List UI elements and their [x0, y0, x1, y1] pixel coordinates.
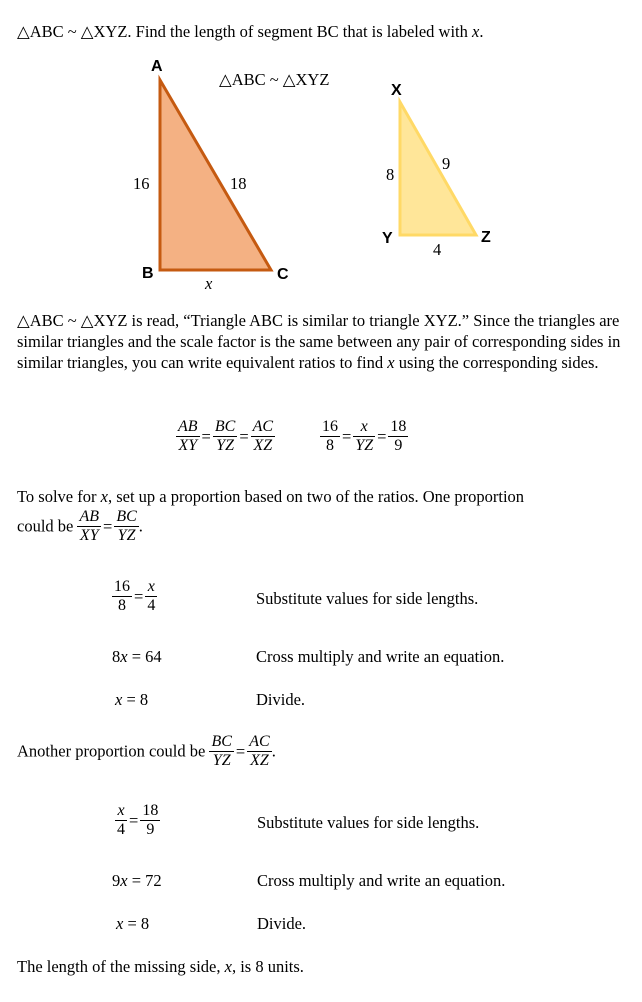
solve-intro-line2: [17, 508, 143, 545]
numerator: AB: [79, 508, 100, 525]
fraction-ab-xy: [77, 508, 101, 545]
denominator: XY: [178, 437, 198, 454]
fraction-18-9: [140, 802, 160, 839]
fraction-ac-xz: [251, 418, 275, 455]
denominator: YZ: [355, 437, 374, 454]
fraction-ab-xy: [176, 418, 200, 455]
side-xy-label: 8: [386, 165, 395, 184]
right-hand-side: = 72: [127, 871, 162, 890]
coefficient: 9: [112, 871, 121, 890]
triangle-xyz: [400, 102, 476, 235]
numerator: BC: [214, 418, 236, 435]
solution1-step3-label: Divide.: [256, 690, 306, 709]
fraction-bc-yz: [213, 418, 237, 455]
numerator: 16: [322, 418, 338, 435]
denominator: 4: [117, 821, 125, 838]
fraction-18-9: [388, 418, 408, 455]
denominator: 9: [394, 437, 403, 454]
equals-sign: =: [129, 810, 139, 830]
solution1-step1-equation: [112, 578, 157, 615]
numerator: BC: [211, 733, 232, 750]
similarity-label: △ABC ~ △XYZ: [219, 70, 330, 89]
solution2-step1-label: Substitute values for side lengths.: [257, 813, 480, 832]
vertex-x-label: X: [391, 82, 402, 99]
vertex-y-label: Y: [382, 230, 393, 247]
denominator: 8: [326, 437, 334, 454]
could-be-text: could be: [17, 516, 74, 536]
equals-sign: =: [103, 516, 113, 536]
equals-sign: =: [342, 426, 352, 446]
solution1-step3-equation: [115, 690, 148, 710]
side-xz-label: 9: [442, 154, 451, 173]
numerator: AC: [249, 733, 270, 750]
right-hand-side: = 8: [122, 690, 149, 709]
side-yz-label: 4: [433, 240, 442, 259]
equals-sign: =: [201, 426, 211, 446]
another-proportion-line: [17, 733, 276, 770]
denominator: 8: [118, 597, 126, 614]
denominator: XY: [79, 527, 99, 544]
problem-statement: [17, 22, 483, 42]
side-bc-label: x: [205, 274, 213, 293]
solution2-step2-label: Cross multiply and write an equation.: [257, 871, 506, 890]
solution1-step2-label: Cross multiply and write an equation.: [256, 647, 505, 666]
denominator: 9: [146, 821, 155, 838]
numerator: x: [145, 578, 157, 597]
variable-x: x: [116, 914, 124, 933]
numerator: AC: [252, 418, 274, 435]
fraction-16-8: [320, 418, 340, 455]
variable-x: x: [472, 22, 480, 41]
variable-x: x: [100, 487, 108, 506]
fraction-16-8: [112, 578, 132, 615]
solve-text: To solve for: [17, 487, 101, 506]
solution2-step3-equation: [116, 914, 149, 934]
fraction-x-4: [115, 802, 127, 839]
numerator: 16: [114, 578, 130, 595]
vertex-c-label: C: [277, 266, 289, 283]
denominator: XZ: [250, 752, 269, 769]
numeric-ratios: [320, 418, 408, 455]
fraction-bc-yz: [114, 508, 138, 545]
symbolic-ratios: [176, 418, 275, 455]
numerator: x: [115, 802, 127, 821]
period: .: [271, 741, 276, 761]
numerator: 18: [390, 418, 407, 435]
vertex-z-label: Z: [481, 229, 491, 246]
vertex-b-label: B: [142, 265, 154, 282]
variable-x: x: [115, 690, 123, 709]
equals-sign: =: [377, 426, 387, 446]
conclusion-text-end: , is 8 units.: [231, 957, 304, 976]
denominator: YZ: [212, 752, 231, 769]
equals-sign: =: [134, 586, 144, 606]
fraction-bc-yz: [209, 733, 233, 770]
solution2-step3-label: Divide.: [257, 914, 307, 933]
denominator: YZ: [216, 437, 234, 454]
solution2-step2-equation: [112, 871, 162, 891]
side-ab-label: 16: [133, 174, 150, 193]
similar-triangles-figure: [0, 55, 642, 295]
triangle-abc: [160, 80, 271, 270]
problem-period: .: [479, 22, 484, 41]
equals-sign: =: [235, 741, 246, 761]
variable-x: x: [120, 647, 128, 666]
fraction-x-yz: [353, 418, 375, 455]
numerator: x: [353, 418, 375, 437]
problem-text: △ABC ~ △XYZ. Find the length of segment BC that is labeled with: [17, 22, 473, 41]
right-hand-side: = 8: [123, 914, 150, 933]
solution1-step1-label: Substitute values for side lengths.: [256, 589, 479, 608]
period: .: [138, 516, 143, 536]
explanation-paragraph: [17, 310, 629, 373]
explanation-text-end: using the corresponding sides.: [394, 353, 599, 372]
solve-text-end: , set up a proportion based on two of the ratios. One proportion: [107, 487, 525, 506]
denominator: YZ: [117, 527, 136, 544]
solution1-step2-equation: [112, 647, 162, 667]
variable-x: x: [387, 353, 395, 372]
denominator: XZ: [253, 437, 273, 454]
conclusion: [17, 957, 304, 977]
coefficient: 8: [112, 647, 121, 666]
numerator: BC: [116, 508, 137, 525]
right-hand-side: = 64: [127, 647, 162, 666]
conclusion-text: The length of the missing side,: [17, 957, 225, 976]
solve-intro-line1: [17, 487, 524, 507]
explanation-text: △ABC ~ △XYZ is read, “Triangle ABC is similar to triangle XYZ.” Since the triangles are similar triangles and the scale factor is the same between any pair of corresponding sides in similar triangles, you can write equivalent ratios to find: [17, 311, 621, 372]
numerator: 18: [142, 802, 159, 819]
another-text: Another proportion could be: [17, 741, 206, 761]
numerator: AB: [178, 418, 198, 435]
vertex-a-label: A: [151, 58, 163, 75]
variable-x: x: [120, 871, 128, 890]
fraction-ac-xz: [247, 733, 271, 770]
variable-x: x: [224, 957, 232, 976]
equals-sign: =: [239, 426, 249, 446]
denominator: 4: [147, 597, 156, 614]
side-ac-label: 18: [230, 174, 247, 193]
fraction-x-4: [145, 578, 157, 615]
solution2-step1-equation: [115, 802, 160, 839]
